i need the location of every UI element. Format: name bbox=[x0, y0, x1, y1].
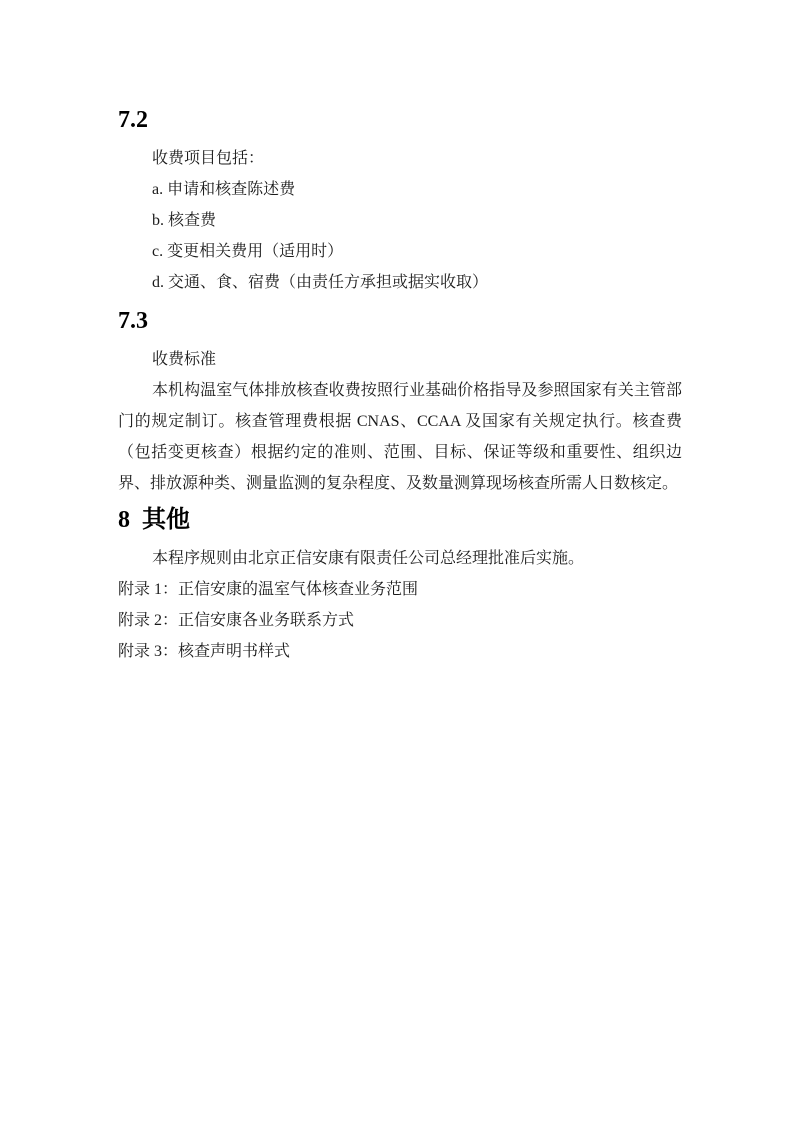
fee-item-c: c. 变更相关费用（适用时） bbox=[152, 243, 344, 260]
fee-item-a: a. 申请和核查陈述费 bbox=[152, 181, 296, 198]
fee-standard-paragraph: 本机构温室气体排放核查收费按照行业基础价格指导及参照国家有关主管部门的规定制订。核查管理费根据 CNAS、CCAA 及国家有关规定执行。核查费（包括变更核查）根据约定的准则、范围、目标、保证等级和重要性、组织边界、排放源种类、测量监测的复杂程度、及数量测算现场核查所需人日数核定。 bbox=[118, 382, 682, 492]
section-7-3-heading: 7.3 bbox=[118, 308, 148, 334]
section-8-heading: 8 其他 bbox=[118, 507, 190, 533]
fee-item-d: d. 交通、食、宿费（由责任方承担或据实收取） bbox=[152, 274, 489, 291]
fee-standard-lead: 收费标准 bbox=[152, 351, 217, 368]
appendix-item-2: 附录 2：正信安康各业务联系方式 bbox=[118, 612, 355, 629]
implementation-statement: 本程序规则由北京正信安康有限责任公司总经理批准后实施。 bbox=[152, 550, 585, 567]
appendix-item-3: 附录 3：核查声明书样式 bbox=[118, 643, 291, 660]
fee-item-b: b. 核查费 bbox=[152, 212, 217, 229]
appendix-item-1: 附录 1：正信安康的温室气体核查业务范围 bbox=[118, 581, 419, 598]
section-7-2-heading: 7.2 bbox=[118, 107, 148, 133]
fee-items-lead: 收费项目包括： bbox=[152, 150, 265, 167]
